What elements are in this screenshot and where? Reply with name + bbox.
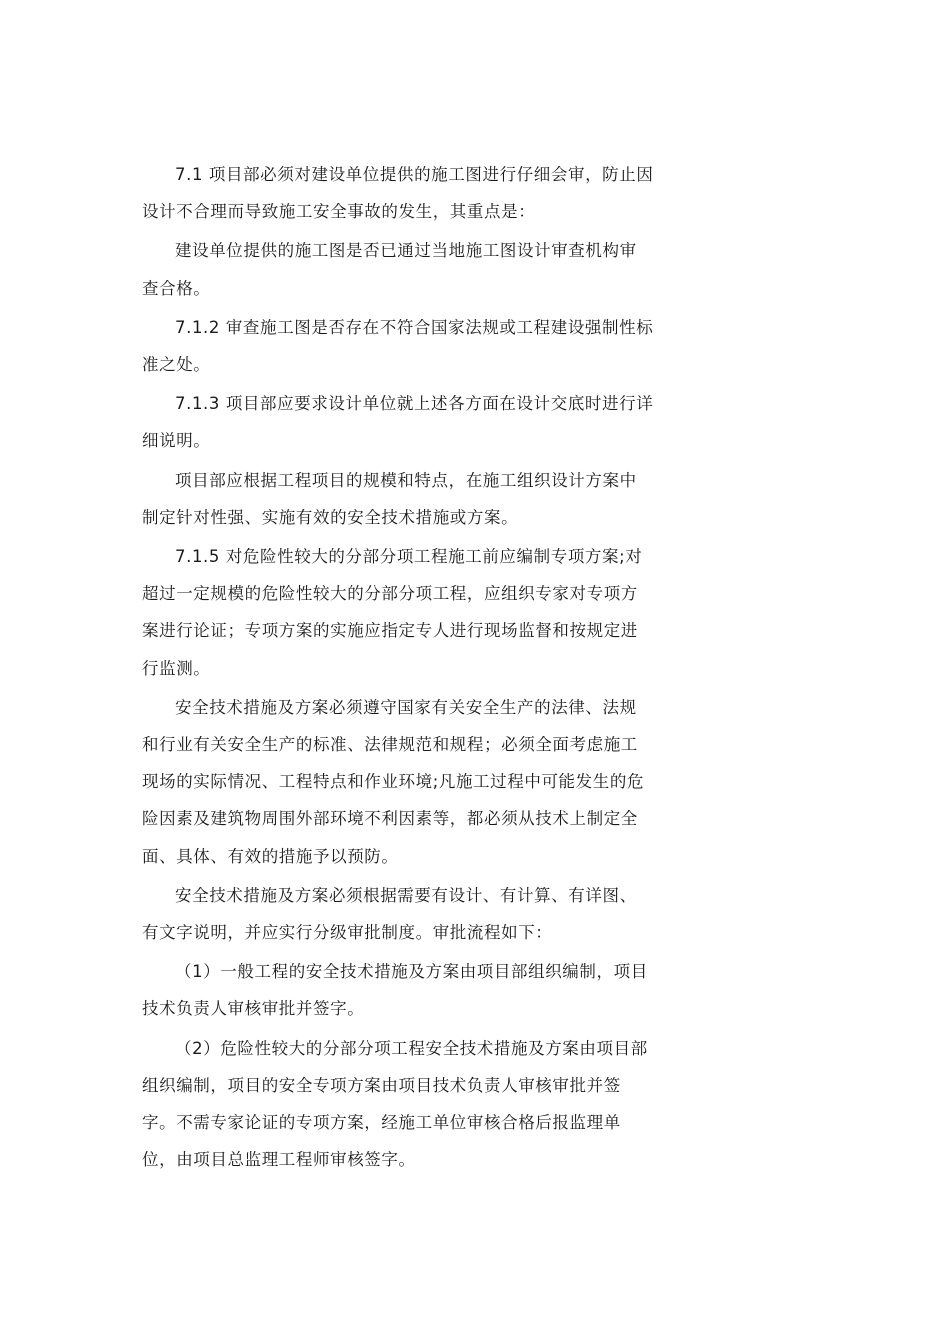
- text-line: 有文字说明，并应实行分级审批制度。审批流程如下：: [142, 923, 553, 943]
- text-line: 现场的实际情况、工程特点和作业环境;凡施工过程中可能发生的危: [142, 772, 645, 792]
- text-line: 细说明。: [142, 431, 211, 451]
- text-line: 位，由项目总监理工程师审核签字。: [142, 1150, 416, 1170]
- text-line: 安全技术措施及方案必须根据需要有设计、有计算、有详图、: [175, 885, 637, 905]
- text-line: 面、具体、有效的措施予以预防。: [142, 846, 399, 866]
- text-line: 超过一定规模的危险性较大的分部分项工程，应组织专家对专项方: [142, 584, 638, 604]
- text-line: 组织编制，项目的安全专项方案由项目技术负责人审核审批并签: [142, 1075, 621, 1095]
- list-item-1: [142, 953, 662, 1027]
- text-line: 7.1.2 审查施工图是否存在不符合国家法规或工程建设强制性标: [175, 317, 654, 337]
- text-line: 项目部应根据工程项目的规模和特点，在施工组织设计方案中: [175, 470, 637, 490]
- document-body: [142, 156, 662, 1180]
- paragraph-7-1: [142, 156, 662, 230]
- paragraph-7-1-2: [142, 309, 662, 383]
- text-line: 查合格。: [142, 278, 211, 298]
- paragraph-7-1-1: [142, 232, 662, 306]
- text-line: 安全技术措施及方案必须遵守国家有关安全生产的法律、法规: [175, 697, 637, 717]
- paragraph-7-1-5: [142, 538, 662, 687]
- text-line: 技术负责人审核审批并签字。: [142, 999, 365, 1019]
- text-line: 和行业有关安全生产的标准、法律规范和规程；必须全面考虑施工: [142, 735, 638, 755]
- paragraph-7-1-6: [142, 689, 662, 875]
- paragraph-7-1-3: [142, 385, 662, 459]
- text-line: 建设单位提供的施工图是否已通过当地施工图设计审查机构审: [175, 241, 637, 261]
- text-line: 行监测。: [142, 658, 211, 678]
- text-line: 制定针对性强、实施有效的安全技术措施或方案。: [142, 507, 519, 527]
- text-line: （1）一般工程的安全技术措施及方案由项目部组织编制，项目: [175, 962, 648, 982]
- paragraph-7-1-4: [142, 462, 662, 536]
- paragraph-7-1-7: [142, 877, 662, 951]
- text-line: 字。不需专家论证的专项方案，经施工单位审核合格后报监理单: [142, 1113, 621, 1133]
- text-line: 准之处。: [142, 355, 211, 375]
- text-line: 7.1 项目部必须对建设单位提供的施工图进行仔细会审，防止因: [175, 165, 654, 184]
- text-line: （2）危险性较大的分部分项工程安全技术措施及方案由项目部: [175, 1038, 648, 1058]
- text-line: 险因素及建筑物周围外部环境不利因素等，都必须从技术上制定全: [142, 809, 638, 829]
- text-line: 7.1.3 项目部应要求设计单位就上述各方面在设计交底时进行详: [175, 394, 654, 414]
- list-item-2: [142, 1030, 662, 1179]
- text-line: 案进行论证；专项方案的实施应指定专人进行现场监督和按规定进: [142, 621, 638, 641]
- text-line: 设计不合理而导致施工安全事故的发生，其重点是：: [142, 202, 536, 222]
- text-line: 7.1.5 对危险性较大的分部分项工程施工前应编制专项方案;对: [175, 547, 643, 567]
